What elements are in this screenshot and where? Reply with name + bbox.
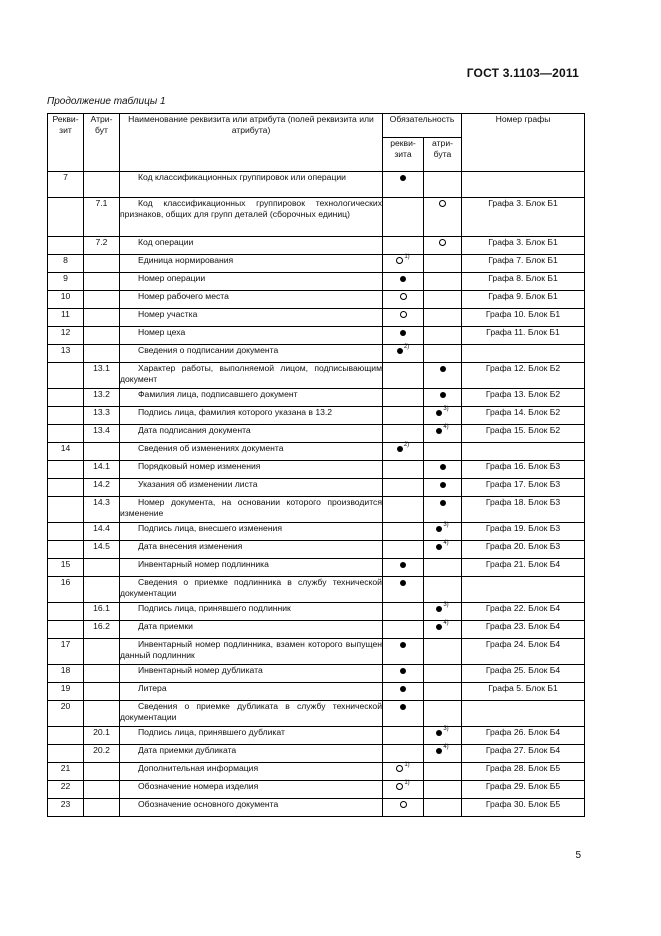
oblig-atributa-cell: [424, 198, 462, 237]
oblig-rekvizita-cell: [383, 603, 424, 621]
rekvizit-number: 12: [48, 327, 84, 345]
requisite-name: Подпись лица, внесшего изменения: [120, 523, 383, 541]
atribut-number: [84, 665, 120, 683]
column-reference: Графа 19. Блок Б3: [462, 523, 585, 541]
requisite-name: Номер операции: [120, 273, 383, 291]
oblig-atributa-cell: [424, 665, 462, 683]
atribut-number: [84, 255, 120, 273]
table-row: [48, 763, 585, 781]
oblig-rekvizita-cell: [383, 291, 424, 309]
atribut-number: [84, 701, 120, 727]
oblig-atributa-cell: [424, 309, 462, 327]
oblig-atributa-cell: [424, 389, 462, 407]
column-reference: Графа 25. Блок Б4: [462, 665, 585, 683]
atribut-number: [84, 683, 120, 701]
oblig-atributa-cell: [424, 639, 462, 665]
footnote-ref: 4): [443, 540, 449, 546]
rekvizit-number: 9: [48, 273, 84, 291]
footnote-ref: 3): [443, 726, 449, 732]
column-reference: Графа 22. Блок Б4: [462, 603, 585, 621]
open-circle-icon: [396, 783, 403, 790]
footnote-ref: 3): [443, 522, 449, 528]
table-row: [48, 577, 585, 603]
requisite-name: Подпись лица, принявшего подлинник: [120, 603, 383, 621]
table-row: [48, 198, 585, 237]
table-row: [48, 172, 585, 198]
filled-circle-icon: [440, 500, 446, 506]
oblig-rekvizita-cell: [383, 479, 424, 497]
filled-circle-icon: [436, 606, 442, 612]
table-row: [48, 327, 585, 345]
requisite-name: Фамилия лица, подписавшего документ: [120, 389, 383, 407]
footnote-ref: 2): [403, 442, 410, 448]
table-row: [48, 309, 585, 327]
filled-circle-icon: [400, 276, 406, 282]
oblig-atributa-cell: [424, 523, 462, 541]
open-circle-icon: [396, 765, 403, 772]
table-row: [48, 363, 585, 389]
oblig-rekvizita-cell: [383, 198, 424, 237]
oblig-atributa-cell: [424, 603, 462, 621]
filled-circle-icon: [436, 748, 442, 754]
rekvizit-number: [48, 621, 84, 639]
filled-circle-icon: [436, 526, 442, 532]
oblig-rekvizita-cell: [383, 559, 424, 577]
oblig-atributa-cell: [424, 577, 462, 603]
oblig-atributa-cell: [424, 683, 462, 701]
rekvizit-number: [48, 389, 84, 407]
column-reference: Графа 17. Блок Б3: [462, 479, 585, 497]
footnote-ref: 3): [443, 406, 449, 412]
rekvizit-number: 18: [48, 665, 84, 683]
atribut-number: 16.1: [84, 603, 120, 621]
rekvizit-number: 19: [48, 683, 84, 701]
atribut-number: [84, 309, 120, 327]
table-row: [48, 443, 585, 461]
filled-circle-icon: [436, 428, 442, 434]
column-reference: Графа 10. Блок Б1: [462, 309, 585, 327]
requisite-name: Подпись лица, принявшего дубликат: [120, 727, 383, 745]
filled-circle-icon: [400, 580, 406, 586]
footnote-ref: 4): [443, 424, 449, 430]
atribut-number: [84, 639, 120, 665]
rekvizit-number: [48, 523, 84, 541]
table-row: [48, 603, 585, 621]
oblig-atributa-cell: [424, 363, 462, 389]
table-row: [48, 237, 585, 255]
rekvizit-number: 13: [48, 345, 84, 363]
rekvizit-number: 17: [48, 639, 84, 665]
table-row: [48, 345, 585, 363]
column-reference: Графа 7. Блок Б1: [462, 255, 585, 273]
requisite-name: Сведения о приемке подлинника в службу технической документации: [120, 577, 383, 603]
table-row: [48, 479, 585, 497]
oblig-rekvizita-cell: [383, 745, 424, 763]
column-reference: Графа 5. Блок Б1: [462, 683, 585, 701]
filled-circle-icon: [440, 482, 446, 488]
column-reference: [462, 701, 585, 727]
oblig-rekvizita-cell: [383, 781, 424, 799]
oblig-rekvizita-cell: [383, 523, 424, 541]
requisite-name: Характер работы, выполняемой лицом, подписывающим документ: [120, 363, 383, 389]
atribut-number: 13.4: [84, 425, 120, 443]
atribut-number: [84, 799, 120, 817]
column-reference: Графа 13. Блок Б2: [462, 389, 585, 407]
requisite-name: Литера: [120, 683, 383, 701]
table-body: [48, 172, 585, 817]
oblig-atributa-cell: [424, 345, 462, 363]
rekvizit-number: 20: [48, 701, 84, 727]
column-reference: Графа 20. Блок Б3: [462, 541, 585, 559]
oblig-atributa-cell: [424, 701, 462, 727]
requisite-name: Код классификационных группировок технологических признаков, общих для групп деталей (сборочных единиц): [120, 198, 383, 237]
column-reference: [462, 172, 585, 198]
table-row: [48, 273, 585, 291]
filled-circle-icon: [397, 446, 403, 452]
filled-circle-icon: [440, 392, 446, 398]
rekvizit-number: [48, 407, 84, 425]
table-row: [48, 291, 585, 309]
requisite-name: Обозначение номера изделия: [120, 781, 383, 799]
open-circle-icon: [400, 311, 407, 318]
header-oblig-rekvizita: рекви- зита: [383, 138, 424, 172]
column-reference: Графа 15. Блок Б2: [462, 425, 585, 443]
table-row: [48, 541, 585, 559]
table-row: [48, 559, 585, 577]
footnote-ref: 1): [404, 254, 410, 260]
header-column-number: Номер графы: [462, 114, 585, 172]
rekvizit-number: 14: [48, 443, 84, 461]
column-reference: Графа 23. Блок Б4: [462, 621, 585, 639]
requisite-name: Сведения об изменениях документа: [120, 443, 383, 461]
column-reference: Графа 11. Блок Б1: [462, 327, 585, 345]
rekvizit-number: 21: [48, 763, 84, 781]
table-row: [48, 497, 585, 523]
filled-circle-icon: [436, 624, 442, 630]
atribut-number: 13.3: [84, 407, 120, 425]
atribut-number: [84, 763, 120, 781]
oblig-rekvizita-cell: [383, 345, 424, 363]
rekvizit-number: [48, 745, 84, 763]
column-reference: Графа 9. Блок Б1: [462, 291, 585, 309]
requisite-name: Номер участка: [120, 309, 383, 327]
table-row: [48, 745, 585, 763]
rekvizit-number: 7: [48, 172, 84, 198]
rekvizit-number: [48, 479, 84, 497]
rekvizit-number: 22: [48, 781, 84, 799]
requisite-name: Инвентарный номер подлинника, взамен которого выпущен данный подлинник: [120, 639, 383, 665]
oblig-atributa-cell: [424, 407, 462, 425]
atribut-number: [84, 781, 120, 799]
requisite-name: Указания об изменении листа: [120, 479, 383, 497]
table-row: [48, 799, 585, 817]
open-circle-icon: [400, 801, 407, 808]
oblig-rekvizita-cell: [383, 461, 424, 479]
rekvizit-number: 8: [48, 255, 84, 273]
requisite-name: Код классификационных группировок или операции: [120, 172, 383, 198]
atribut-number: [84, 327, 120, 345]
footnote-ref: 1): [404, 762, 410, 768]
footnote-ref: 3): [443, 602, 449, 608]
oblig-atributa-cell: [424, 425, 462, 443]
atribut-number: 16.2: [84, 621, 120, 639]
rekvizit-number: [48, 727, 84, 745]
column-reference: [462, 577, 585, 603]
requisite-name: Сведения о подписании документа: [120, 345, 383, 363]
oblig-atributa-cell: [424, 479, 462, 497]
atribut-number: 7.2: [84, 237, 120, 255]
oblig-atributa-cell: [424, 781, 462, 799]
filled-circle-icon: [400, 704, 406, 710]
filled-circle-icon: [440, 366, 446, 372]
oblig-atributa-cell: [424, 763, 462, 781]
rekvizit-number: [48, 541, 84, 559]
requisite-name: Дата подписания документа: [120, 425, 383, 443]
oblig-atributa-cell: [424, 541, 462, 559]
atribut-number: [84, 172, 120, 198]
oblig-rekvizita-cell: [383, 683, 424, 701]
open-circle-icon: [439, 200, 446, 207]
oblig-rekvizita-cell: [383, 255, 424, 273]
oblig-rekvizita-cell: [383, 363, 424, 389]
oblig-rekvizita-cell: [383, 407, 424, 425]
atribut-number: 14.1: [84, 461, 120, 479]
standard-designation: ГОСТ 3.1103—2011: [466, 66, 579, 80]
rekvizit-number: 10: [48, 291, 84, 309]
table-row: [48, 727, 585, 745]
column-reference: Графа 27. Блок Б4: [462, 745, 585, 763]
oblig-atributa-cell: [424, 727, 462, 745]
table-row: [48, 407, 585, 425]
requisite-name: Порядковый номер изменения: [120, 461, 383, 479]
atribut-number: [84, 443, 120, 461]
oblig-rekvizita-cell: [383, 425, 424, 443]
filled-circle-icon: [397, 348, 403, 354]
column-reference: Графа 18. Блок Б3: [462, 497, 585, 523]
column-reference: Графа 30. Блок Б5: [462, 799, 585, 817]
requisite-name: Дата приемки дубликата: [120, 745, 383, 763]
column-reference: Графа 16. Блок Б3: [462, 461, 585, 479]
filled-circle-icon: [400, 175, 406, 181]
oblig-atributa-cell: [424, 559, 462, 577]
rekvizit-number: 11: [48, 309, 84, 327]
atribut-number: 14.5: [84, 541, 120, 559]
oblig-rekvizita-cell: [383, 621, 424, 639]
header-obligation: Обязательность: [383, 114, 462, 138]
filled-circle-icon: [400, 330, 406, 336]
column-reference: Графа 3. Блок Б1: [462, 198, 585, 237]
header-atribut: Атри- бут: [84, 114, 120, 172]
oblig-atributa-cell: [424, 255, 462, 273]
footnote-ref: 4): [443, 744, 449, 750]
header-rekvizit: Рекви- зит: [48, 114, 84, 172]
filled-circle-icon: [400, 668, 406, 674]
rekvizit-number: 23: [48, 799, 84, 817]
table-row: [48, 665, 585, 683]
filled-circle-icon: [400, 642, 406, 648]
footnote-ref: 4): [443, 620, 449, 626]
oblig-atributa-cell: [424, 461, 462, 479]
atribut-number: [84, 559, 120, 577]
oblig-rekvizita-cell: [383, 172, 424, 198]
rekvizit-number: [48, 198, 84, 237]
column-reference: Графа 29. Блок Б5: [462, 781, 585, 799]
footnote-ref: 2): [403, 344, 410, 350]
oblig-atributa-cell: [424, 497, 462, 523]
oblig-atributa-cell: [424, 745, 462, 763]
filled-circle-icon: [436, 544, 442, 550]
oblig-rekvizita-cell: [383, 727, 424, 745]
requisite-name: Единица нормирования: [120, 255, 383, 273]
table-row: [48, 701, 585, 727]
requisites-table: [47, 113, 585, 817]
requisite-name: Дата внесения изменения: [120, 541, 383, 559]
table-row: [48, 461, 585, 479]
atribut-number: [84, 345, 120, 363]
oblig-rekvizita-cell: [383, 497, 424, 523]
rekvizit-number: [48, 237, 84, 255]
oblig-rekvizita-cell: [383, 799, 424, 817]
rekvizit-number: [48, 603, 84, 621]
atribut-number: 20.1: [84, 727, 120, 745]
oblig-rekvizita-cell: [383, 577, 424, 603]
rekvizit-number: [48, 461, 84, 479]
requisite-name: Дополнительная информация: [120, 763, 383, 781]
oblig-atributa-cell: [424, 799, 462, 817]
oblig-rekvizita-cell: [383, 639, 424, 665]
filled-circle-icon: [436, 410, 442, 416]
atribut-number: 20.2: [84, 745, 120, 763]
table-caption: Продолжение таблицы 1: [47, 96, 166, 107]
oblig-atributa-cell: [424, 172, 462, 198]
requisite-name: Инвентарный номер подлинника: [120, 559, 383, 577]
table-row: [48, 389, 585, 407]
table-row: [48, 255, 585, 273]
oblig-rekvizita-cell: [383, 389, 424, 407]
open-circle-icon: [396, 257, 403, 264]
requisite-name: Сведения о приемке дубликата в службу технической документации: [120, 701, 383, 727]
atribut-number: [84, 273, 120, 291]
column-reference: Графа 3. Блок Б1: [462, 237, 585, 255]
filled-circle-icon: [440, 464, 446, 470]
column-reference: Графа 8. Блок Б1: [462, 273, 585, 291]
requisite-name: Подпись лица, фамилия которого указана в 13.2: [120, 407, 383, 425]
oblig-rekvizita-cell: [383, 309, 424, 327]
table-row: [48, 781, 585, 799]
atribut-number: [84, 291, 120, 309]
oblig-atributa-cell: [424, 237, 462, 255]
header-name: Наименование реквизита или атрибута (полей реквизита или атрибута): [120, 114, 383, 172]
filled-circle-icon: [436, 730, 442, 736]
oblig-atributa-cell: [424, 443, 462, 461]
column-reference: Графа 28. Блок Б5: [462, 763, 585, 781]
oblig-rekvizita-cell: [383, 443, 424, 461]
atribut-number: 14.4: [84, 523, 120, 541]
oblig-atributa-cell: [424, 327, 462, 345]
requisite-name: Номер цеха: [120, 327, 383, 345]
atribut-number: [84, 577, 120, 603]
oblig-rekvizita-cell: [383, 701, 424, 727]
oblig-atributa-cell: [424, 291, 462, 309]
oblig-rekvizita-cell: [383, 327, 424, 345]
column-reference: Графа 26. Блок Б4: [462, 727, 585, 745]
footnote-ref: 1): [404, 780, 410, 786]
oblig-rekvizita-cell: [383, 541, 424, 559]
rekvizit-number: [48, 425, 84, 443]
oblig-atributa-cell: [424, 273, 462, 291]
page-number: 5: [575, 850, 581, 861]
rekvizit-number: [48, 497, 84, 523]
rekvizit-number: [48, 363, 84, 389]
atribut-number: 7.1: [84, 198, 120, 237]
oblig-rekvizita-cell: [383, 763, 424, 781]
requisite-name: Номер документа, на основании которого производится изменение: [120, 497, 383, 523]
oblig-rekvizita-cell: [383, 273, 424, 291]
header-oblig-atributa: атри- бута: [424, 138, 462, 172]
oblig-rekvizita-cell: [383, 665, 424, 683]
open-circle-icon: [400, 293, 407, 300]
atribut-number: 13.2: [84, 389, 120, 407]
requisite-name: Код операции: [120, 237, 383, 255]
filled-circle-icon: [400, 562, 406, 568]
oblig-rekvizita-cell: [383, 237, 424, 255]
atribut-number: 13.1: [84, 363, 120, 389]
table-row: [48, 425, 585, 443]
atribut-number: 14.3: [84, 497, 120, 523]
rekvizit-number: 15: [48, 559, 84, 577]
table-row: [48, 683, 585, 701]
filled-circle-icon: [400, 686, 406, 692]
rekvizit-number: 16: [48, 577, 84, 603]
requisite-name: Номер рабочего места: [120, 291, 383, 309]
table-row: [48, 621, 585, 639]
requisite-name: Дата приемки: [120, 621, 383, 639]
column-reference: [462, 443, 585, 461]
oblig-atributa-cell: [424, 621, 462, 639]
column-reference: Графа 24. Блок Б4: [462, 639, 585, 665]
requisite-name: Инвентарный номер дубликата: [120, 665, 383, 683]
column-reference: Графа 14. Блок Б2: [462, 407, 585, 425]
open-circle-icon: [439, 239, 446, 246]
atribut-number: 14.2: [84, 479, 120, 497]
column-reference: [462, 345, 585, 363]
table-row: [48, 523, 585, 541]
column-reference: Графа 12. Блок Б2: [462, 363, 585, 389]
table-row: [48, 639, 585, 665]
column-reference: Графа 21. Блок Б4: [462, 559, 585, 577]
requisite-name: Обозначение основного документа: [120, 799, 383, 817]
